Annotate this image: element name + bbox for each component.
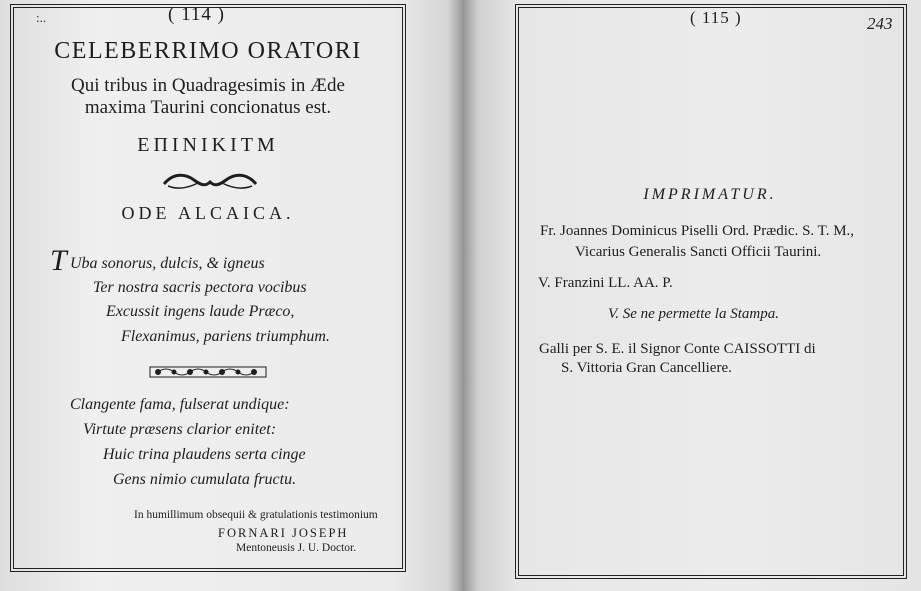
page-title: CELEBERRIMO ORATORI — [54, 38, 362, 64]
page-number-right: ( 115 ) — [690, 8, 742, 27]
verse-line: Virtute præsens clarior enitet: — [83, 421, 277, 438]
page-number-left: ( 114 ) — [168, 4, 225, 25]
verse-line: Gens nimio cumulata fructu. — [113, 471, 297, 488]
subtitle-line: Qui tribus in Quadragesimis in Æde — [71, 75, 345, 96]
ode-title: ODE ALCAICA. — [121, 203, 295, 223]
permission-line: V. Franzini LL. AA. P. — [538, 275, 673, 291]
permission-line: Fr. Joannes Dominicus Piselli Ord. Prædic. S. T. M., — [540, 223, 855, 239]
verse-line: Uba sonorus, dulcis, & igneus — [70, 255, 265, 272]
permission-line: V. Se ne permette la Stampa. — [608, 306, 779, 322]
corner-mark: :.. — [36, 10, 47, 25]
permission-line: Galli per S. E. il Signor Conte CAISSOTTI di — [539, 341, 816, 357]
imprimatur-heading: IMPRIMATUR. — [643, 186, 777, 203]
greek-title: ΕΠΙΝΙΚΙΤΜ — [137, 134, 279, 156]
book-gutter — [448, 0, 478, 591]
verse-line: Flexanimus, pariens triumphum. — [121, 328, 330, 345]
permission-line: Vicarius Generalis Sancti Officii Taurini. — [575, 244, 822, 260]
drop-cap: T — [50, 244, 67, 277]
verse-line: Clangente fama, fulserat undique: — [70, 396, 290, 413]
subtitle-line: maxima Taurini concionatus est. — [84, 97, 332, 118]
scroll-ornament-icon — [160, 170, 260, 192]
folio-number: 243 — [867, 14, 893, 33]
verse-line: Excussit ingens laude Præco, — [106, 303, 295, 320]
verse-line: Ter nostra sacris pectora vocibus — [93, 279, 307, 296]
author-name: FORNARI JOSEPH — [218, 526, 349, 540]
permission-line: S. Vittoria Gran Cancelliere. — [561, 360, 732, 376]
verse-line: Huic trina plaudens serta cinge — [103, 446, 306, 463]
author-origin: Mentoneusis J. U. Doctor. — [236, 542, 357, 554]
floral-band-ornament-icon — [148, 364, 268, 380]
dedication: In humillimum obsequii & gratulationis testimonium — [134, 509, 378, 521]
